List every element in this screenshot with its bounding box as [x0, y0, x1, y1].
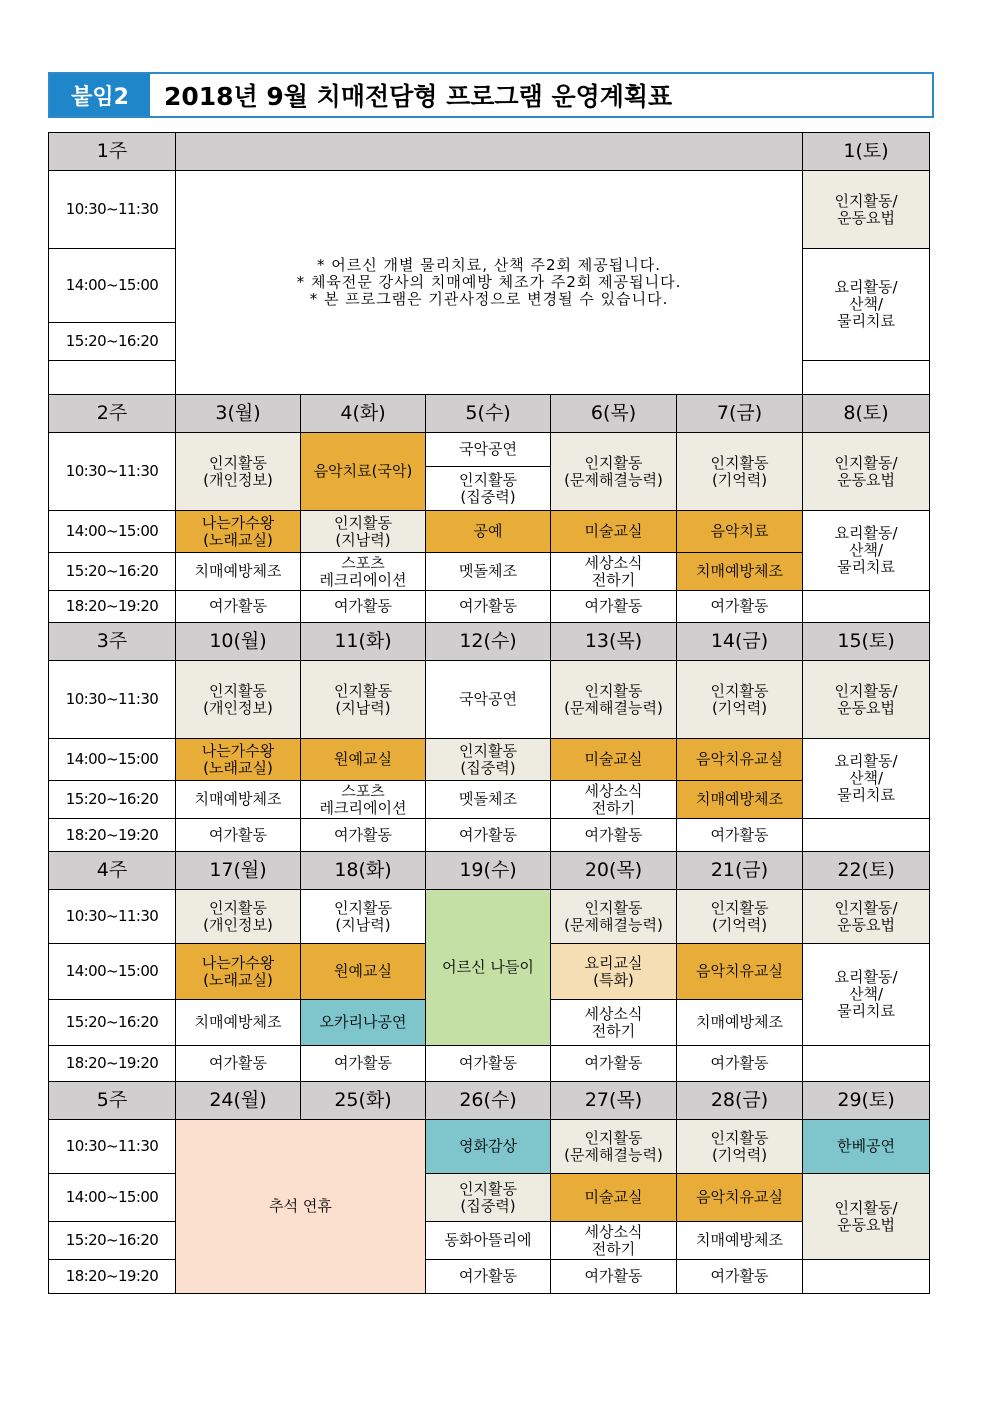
program-cell: 인지활동 (문제해결능력)	[551, 661, 677, 739]
day-header: 3(월)	[176, 395, 301, 433]
program-cell: 오카리나공연	[301, 1000, 426, 1046]
program-cell: 인지활동 (지남력)	[301, 890, 426, 944]
day-header: 21(금)	[677, 852, 803, 890]
program-cell: 여가활동	[551, 819, 677, 852]
program-cell: 여가활동	[301, 591, 426, 623]
program-cell: 치매예방체조	[176, 553, 301, 591]
program-cell: 음악치유교실	[677, 739, 803, 781]
program-cell: 여가활동	[176, 591, 301, 623]
program-cell: 여가활동	[551, 591, 677, 623]
day-header: 12(수)	[426, 623, 551, 661]
time-slot: 15:20~16:20	[49, 1000, 176, 1046]
time-slot: 14:00~15:00	[49, 1174, 176, 1222]
program-cell: 공예	[426, 511, 551, 553]
day-header: 7(금)	[677, 395, 803, 433]
program-cell: 원예교실	[301, 944, 426, 1000]
day-header: 14(금)	[677, 623, 803, 661]
program-cell: 요리활동/ 산책/ 물리치료	[803, 249, 930, 361]
time-slot: 18:20~19:20	[49, 591, 176, 623]
program-cell: 멧돌체조	[426, 781, 551, 819]
program-cell: 인지활동 (기억력)	[677, 890, 803, 944]
program-cell: 여가활동	[551, 1260, 677, 1294]
program-cell: 스포츠 레크리에이션	[301, 781, 426, 819]
program-cell: 인지활동 (지남력)	[301, 511, 426, 553]
program-cell: 스포츠 레크리에이션	[301, 553, 426, 591]
program-cell: 인지활동 (기억력)	[677, 1120, 803, 1174]
day-header: 15(토)	[803, 623, 930, 661]
time-slot: 14:00~15:00	[49, 511, 176, 553]
week3-row-am	[49, 661, 930, 739]
week5-header-row	[49, 1082, 930, 1120]
program-cell: 국악공연	[426, 661, 551, 739]
week4-row-eve	[49, 1046, 930, 1082]
week3-header-row	[49, 623, 930, 661]
time-slot: 10:30~11:30	[49, 661, 176, 739]
holiday-cell: 추석 연휴	[176, 1120, 426, 1294]
program-cell: 치매예방체조	[176, 781, 301, 819]
day-header: 13(목)	[551, 623, 677, 661]
time-slot: 14:00~15:00	[49, 739, 176, 781]
program-cell: 인지활동 (기억력)	[677, 661, 803, 739]
program-cell: 여가활동	[301, 819, 426, 852]
program-cell: 미술교실	[551, 511, 677, 553]
day-header: 1(토)	[803, 133, 930, 171]
week3-row-pm1	[49, 739, 930, 781]
empty-cell	[803, 361, 930, 395]
week-label: 4주	[49, 852, 176, 890]
week4-row-am	[49, 890, 930, 944]
time-slot: 15:20~16:20	[49, 1222, 176, 1260]
program-cell: 인지활동/ 운동요법	[803, 1174, 930, 1260]
program-cell: 원예교실	[301, 739, 426, 781]
program-cell: 여가활동	[176, 819, 301, 852]
program-cell: 인지활동 (개인정보)	[176, 661, 301, 739]
program-cell: 어르신 나들이	[426, 890, 551, 1046]
program-cell: 인지활동/ 운동요법	[803, 171, 930, 249]
program-cell: 여가활동	[426, 1260, 551, 1294]
note-item: * 어르신 개별 물리치료, 산책 주2회 제공됩니다.	[317, 256, 662, 274]
program-cell: 음악치료(국악)	[301, 433, 426, 511]
week-label: 5주	[49, 1082, 176, 1120]
program-cell: 세상소식 전하기	[551, 1222, 677, 1260]
day-header: 29(토)	[803, 1082, 930, 1120]
program-cell: 여가활동	[426, 591, 551, 623]
week2-row-eve	[49, 591, 930, 623]
program-cell: 여가활동	[301, 1046, 426, 1082]
program-cell: 나는가수왕 (노래교실)	[176, 739, 301, 781]
program-cell: 나는가수왕 (노래교실)	[176, 511, 301, 553]
time-slot: 15:20~16:20	[49, 323, 176, 361]
time-slot: 10:30~11:30	[49, 1120, 176, 1174]
program-cell: 미술교실	[551, 739, 677, 781]
time-slot: 15:20~16:20	[49, 553, 176, 591]
program-cell: 인지활동 (문제해결능력)	[551, 890, 677, 944]
day-header: 22(토)	[803, 852, 930, 890]
program-cell: 음악치유교실	[677, 944, 803, 1000]
week5-row-am	[49, 1120, 930, 1174]
program-cell: 여가활동	[677, 819, 803, 852]
day-header: 5(수)	[426, 395, 551, 433]
day-header: 19(수)	[426, 852, 551, 890]
program-cell: 여가활동	[677, 591, 803, 623]
week2-header-row	[49, 395, 930, 433]
program-cell: 여가활동	[426, 1046, 551, 1082]
empty-cell	[803, 591, 930, 623]
schedule-table	[48, 132, 930, 1294]
program-cell: 인지활동 (개인정보)	[176, 890, 301, 944]
program-cell: 인지활동/ 운동요법	[803, 433, 930, 511]
program-cell: 요리교실 (특화)	[551, 944, 677, 1000]
program-cell: 인지활동/ 운동요법	[803, 890, 930, 944]
day-header: 8(토)	[803, 395, 930, 433]
week-label: 2주	[49, 395, 176, 433]
day-header: 28(금)	[677, 1082, 803, 1120]
program-cell: 멧돌체조	[426, 553, 551, 591]
week-label: 1주	[49, 133, 176, 171]
day-header: 10(월)	[176, 623, 301, 661]
time-slot: 14:00~15:00	[49, 944, 176, 1000]
week2-row-pm1	[49, 511, 930, 553]
time-slot: 14:00~15:00	[49, 249, 176, 323]
program-cell: 여가활동	[426, 819, 551, 852]
program-cell: 인지활동 (집중력)	[426, 1174, 551, 1222]
program-cell: 인지활동 (집중력)	[426, 467, 551, 511]
program-cell: 요리활동/ 산책/ 물리치료	[803, 511, 930, 591]
week-label: 3주	[49, 623, 176, 661]
week1-row-am	[49, 171, 930, 249]
program-cell: 여가활동	[677, 1046, 803, 1082]
time-slot: 15:20~16:20	[49, 781, 176, 819]
program-cell: 음악치료	[677, 511, 803, 553]
day-header: 4(화)	[301, 395, 426, 433]
program-cell: 치매예방체조	[176, 1000, 301, 1046]
empty-cell	[803, 1046, 930, 1082]
program-cell: 인지활동 (지남력)	[301, 661, 426, 739]
program-cell: 나는가수왕 (노래교실)	[176, 944, 301, 1000]
program-cell: 세상소식 전하기	[551, 553, 677, 591]
empty-cell	[49, 361, 176, 395]
day-header: 24(월)	[176, 1082, 301, 1120]
day-header: 11(화)	[301, 623, 426, 661]
program-cell: 미술교실	[551, 1174, 677, 1222]
program-cell: 영화감상	[426, 1120, 551, 1174]
week3-row-pm2	[49, 781, 930, 819]
attachment-badge: 붙임2	[50, 74, 150, 116]
empty-cell	[803, 1260, 930, 1294]
program-cell: 인지활동 (기억력)	[677, 433, 803, 511]
program-cell: 음악치유교실	[677, 1174, 803, 1222]
note-item: * 본 프로그램은 기관사정으로 변경될 수 있습니다.	[309, 290, 669, 308]
empty-cell	[803, 819, 930, 852]
program-cell: 인지활동 (개인정보)	[176, 433, 301, 511]
program-cell: 여가활동	[176, 1046, 301, 1082]
program-cell: 인지활동 (집중력)	[426, 739, 551, 781]
day-header: 26(수)	[426, 1082, 551, 1120]
program-cell: 치매예방체조	[677, 553, 803, 591]
program-cell: 한베공연	[803, 1120, 930, 1174]
program-cell: 요리활동/ 산책/ 물리치료	[803, 944, 930, 1046]
time-slot: 18:20~19:20	[49, 819, 176, 852]
program-cell: 세상소식 전하기	[551, 781, 677, 819]
time-slot: 18:20~19:20	[49, 1260, 176, 1294]
day-header: 25(화)	[301, 1082, 426, 1120]
note-item: * 체육전문 강사의 치매예방 체조가 주2회 제공됩니다.	[296, 273, 682, 291]
program-cell: 여가활동	[677, 1260, 803, 1294]
week1-header-row	[49, 133, 930, 171]
week2-row-pm2	[49, 553, 930, 591]
program-cell: 동화아뜰리에	[426, 1222, 551, 1260]
week4-header-row	[49, 852, 930, 890]
day-header: 20(목)	[551, 852, 677, 890]
time-slot: 18:20~19:20	[49, 1046, 176, 1082]
program-cell: 인지활동/ 운동요법	[803, 661, 930, 739]
program-cell: 인지활동 (문제해결능력)	[551, 1120, 677, 1174]
notes-block	[176, 171, 803, 395]
day-header: 6(목)	[551, 395, 677, 433]
time-slot: 10:30~11:30	[49, 890, 176, 944]
day-header: 17(월)	[176, 852, 301, 890]
week2-row-am-a	[49, 433, 930, 467]
program-cell: 국악공연	[426, 433, 551, 467]
week1-empty-header	[176, 133, 803, 171]
program-cell: 여가활동	[551, 1046, 677, 1082]
program-cell: 치매예방체조	[677, 781, 803, 819]
time-slot: 10:30~11:30	[49, 171, 176, 249]
document-header	[48, 72, 934, 118]
program-cell: 요리활동/ 산책/ 물리치료	[803, 739, 930, 819]
day-header: 27(목)	[551, 1082, 677, 1120]
program-cell: 치매예방체조	[677, 1000, 803, 1046]
week3-row-eve	[49, 819, 930, 852]
time-slot: 10:30~11:30	[49, 433, 176, 511]
program-cell: 인지활동 (문제해결능력)	[551, 433, 677, 511]
day-header: 18(화)	[301, 852, 426, 890]
document-title: 2018년 9월 치매전담형 프로그램 운영계획표	[164, 82, 673, 111]
program-cell: 세상소식 전하기	[551, 1000, 677, 1046]
program-cell: 치매예방체조	[677, 1222, 803, 1260]
